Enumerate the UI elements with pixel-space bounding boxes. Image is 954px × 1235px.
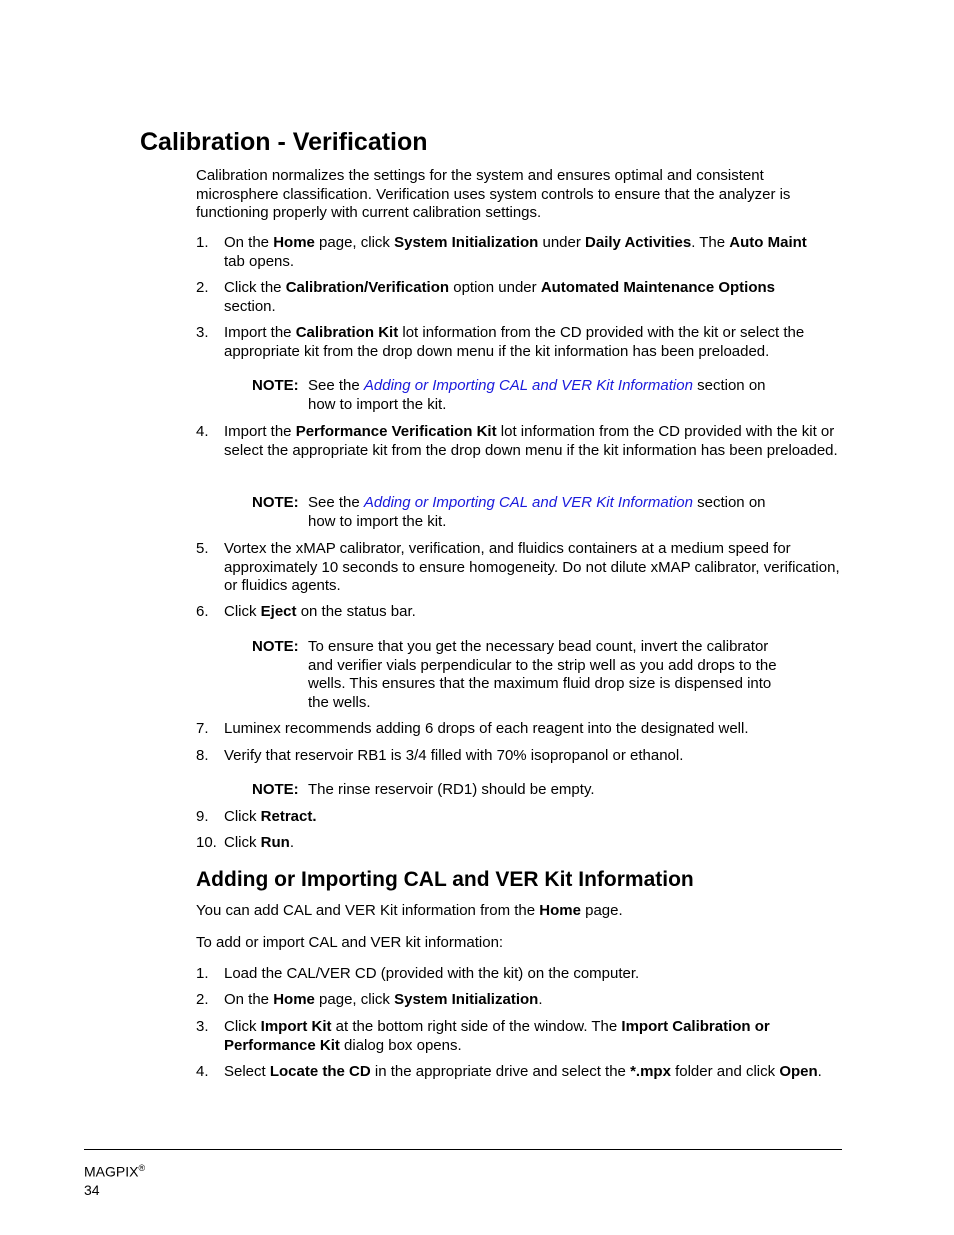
step-number: 1. [196,234,209,251]
step-number: 3. [196,324,209,341]
step-number: 7. [196,720,209,737]
note-label: NOTE: [252,638,299,655]
step-text: Luminex recommends adding 6 drops of each reagent into the designated well. [224,720,749,737]
step-text: Import the Calibration Kit lot information from the CD provided with the kit or select the appropriate kit from the drop down menu if the kit information has been preloaded. [224,324,805,360]
page-title: Calibration - Verification [140,128,428,156]
step-text: Load the CAL/VER CD (provided with the kit) on the computer. [224,965,640,982]
step-number: 4. [196,1063,209,1080]
section-heading: Adding or Importing CAL and VER Kit Information [196,868,694,891]
cross-reference-link[interactable]: Adding or Importing CAL and VER Kit Information [363,494,693,511]
step-number: 2. [196,991,209,1008]
step-number: 9. [196,808,209,825]
step-number: 5. [196,540,209,557]
cross-reference-link[interactable]: Adding or Importing CAL and VER Kit Information [363,377,693,394]
step-number: 6. [196,603,209,620]
step-text: Click Run. [224,834,295,851]
step-text: On the Home page, click System Initialization under Daily Activities. The Auto Maint tab opens. [224,234,807,270]
step-text: Select Locate the CD in the appropriate drive and select the *.mpx folder and click Open. [224,1063,822,1080]
step-number: 8. [196,747,209,764]
step-number: 3. [196,1018,209,1035]
section-paragraph: To add or import CAL and VER kit information: [196,934,504,951]
page-number: 34 [84,1182,100,1198]
footer-product: MAGPIX® [84,1163,146,1180]
step-text: Vortex the xMAP calibrator, verification, and fluidics containers at a medium speed for approximately 10 seconds to ensure homogeneity. Do not dilute xMAP calibrator, verification, or fluidics agents. [224,540,840,594]
step-number: 10. [196,834,217,851]
section-paragraph: You can add CAL and VER Kit information from the Home page. [196,902,623,919]
step-text: Click Import Kit at the bottom right side of the window. The Import Calibration or Performance Kit dialog box opens. [224,1018,770,1054]
note-label: NOTE: [252,377,299,394]
step-text: On the Home page, click System Initialization. [224,991,543,1008]
footer-divider [84,1149,842,1150]
step-text: Verify that reservoir RB1 is 3/4 filled with 70% isopropanol or ethanol. [224,747,684,764]
step-text: Import the Performance Verification Kit lot information from the CD provided with the kit or select the appropriate kit from the drop down menu if the kit information has been preloaded. [224,423,838,459]
note-text: To ensure that you get the necessary bead count, invert the calibrator and verifier vials perpendicular to the strip well as you add drops to the wells. This ensures that the maximum fluid drop size is dispensed into the wells. [308,638,777,711]
step-text: Click Eject on the status bar. [224,603,416,620]
step-text: Click the Calibration/Verification option under Automated Maintenance Options section. [224,279,775,315]
step-text: Click Retract. [224,808,317,825]
note-text: See the Adding or Importing CAL and VER Kit Information section on how to import the kit. [308,377,766,413]
note-label: NOTE: [252,781,299,798]
note-label: NOTE: [252,494,299,511]
note-text: See the Adding or Importing CAL and VER Kit Information section on how to import the kit. [308,494,766,530]
step-number: 1. [196,965,209,982]
note-text: The rinse reservoir (RD1) should be empty. [308,781,595,798]
step-number: 2. [196,279,209,296]
step-number: 4. [196,423,209,440]
intro-paragraph: Calibration normalizes the settings for the system and ensures optimal and consistent microsphere classification. Verification uses system controls to ensure that the analyzer is functioning properly with current calibration settings. [196,167,791,221]
